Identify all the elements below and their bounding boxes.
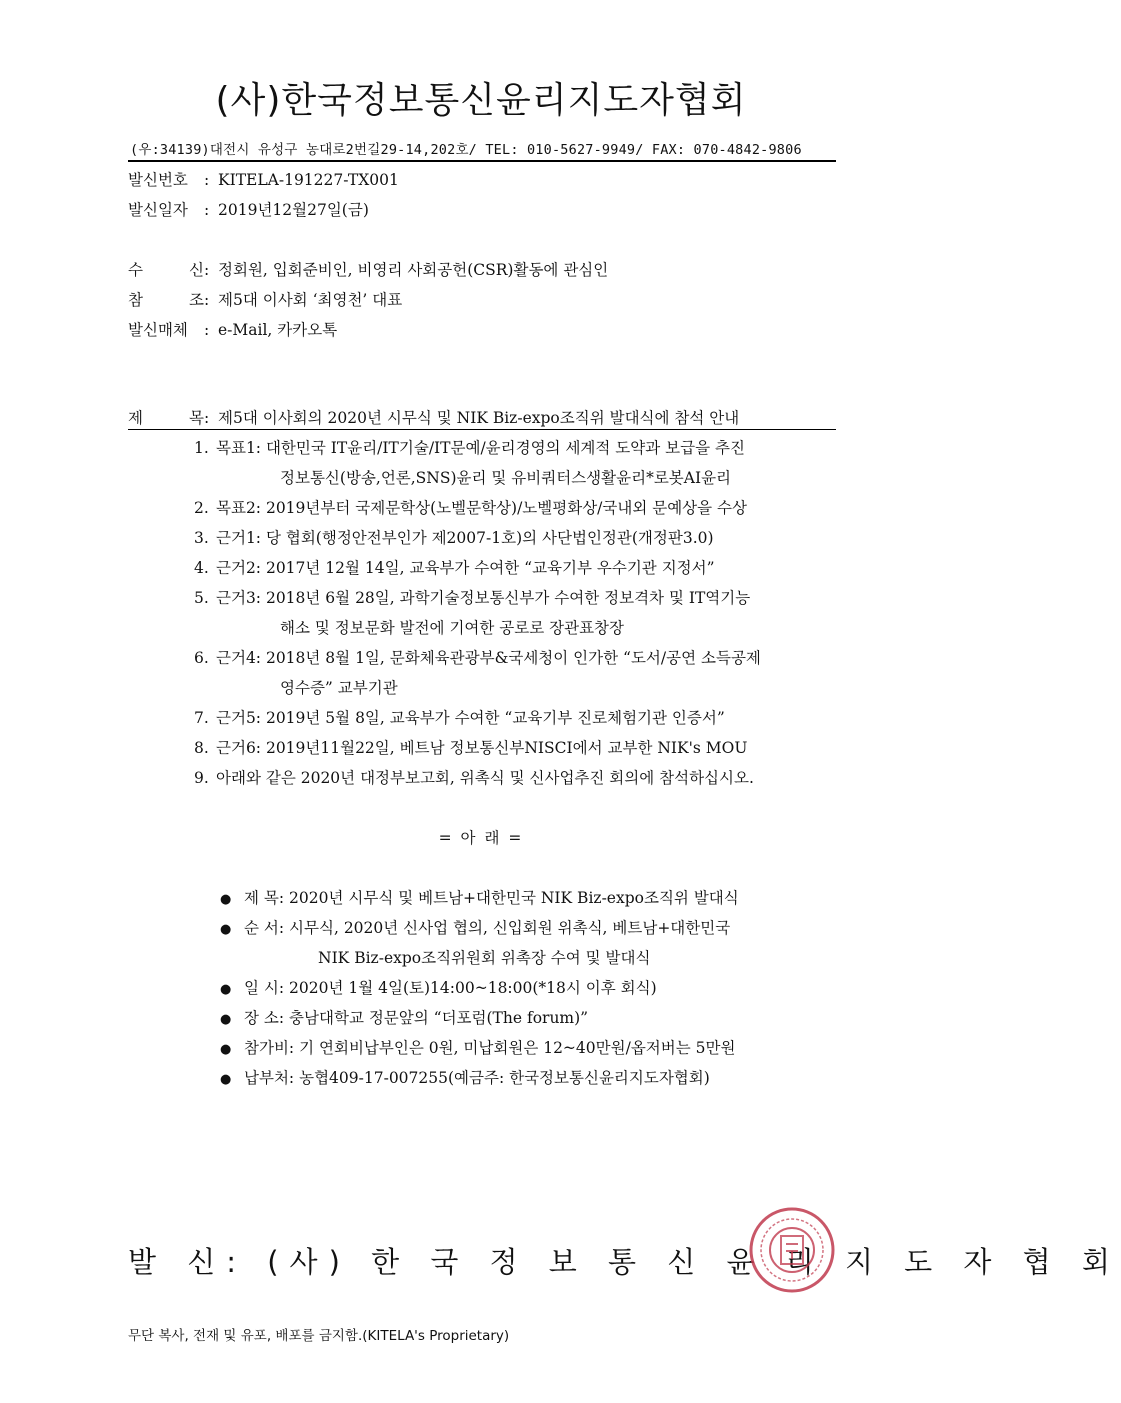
medium-row — [128, 318, 337, 340]
item-number: 9. — [194, 769, 209, 787]
bullet-icon: ● — [220, 1072, 232, 1087]
detail-item — [220, 976, 657, 998]
page-title: (사)한국정보통신윤리지도자협회 — [215, 80, 747, 121]
detail-continuation: NIK Biz-expo조직위원회 위촉장 수여 및 발대식 — [318, 949, 651, 967]
detail-text: 기 연회비납부인은 0원, 미납회원은 12~40만원/옵저버는 5만원 — [299, 1039, 736, 1057]
list-item — [194, 556, 715, 578]
item-text: 목표1: 대한민국 IT윤리/IT기술/IT문예/윤리경영의 세계적 도약과 보급을 추진 — [216, 439, 745, 457]
meta-separator: : — [204, 201, 210, 219]
item-text: 근거6: 2019년11월22일, 베트남 정보통신부NISCI에서 교부한 NIK's MOU — [216, 739, 748, 757]
medium-label: 발신매체 — [128, 321, 188, 339]
item-number: 8. — [194, 739, 209, 757]
doc-date: 2019년12월27일(금) — [218, 201, 369, 219]
detail-label: 순 서: — [244, 919, 285, 937]
list-item — [194, 736, 747, 758]
recipient-value: 정회원, 입회준비인, 비영리 사회공헌(CSR)활동에 관심인 — [218, 261, 609, 279]
meta-label: 발신번호 — [128, 171, 188, 189]
subject-separator: : — [204, 409, 210, 427]
recipient-separator: : — [204, 261, 210, 279]
list-item — [194, 706, 725, 728]
detail-text: 2020년 시무식 및 베트남+대한민국 NIK Biz-expo조직위 발대식 — [289, 889, 739, 907]
bullet-icon: ● — [220, 922, 232, 937]
meta-separator: : — [204, 171, 210, 189]
detail-text: 농협409-17-007255(예금주: 한국정보통신윤리지도자협회) — [299, 1069, 710, 1087]
item-continuation: 영수증” 교부기관 — [280, 679, 398, 697]
detail-text: 충남대학교 정문앞의 “더포럼(The forum)” — [289, 1009, 589, 1027]
detail-text: 시무식, 2020년 신사업 협의, 신입회원 위촉식, 베트남+대한민국 — [289, 919, 731, 937]
bullet-icon: ● — [220, 982, 232, 997]
detail-label: 참가비: — [244, 1039, 295, 1057]
detail-item — [220, 1066, 710, 1088]
item-number: 5. — [194, 589, 209, 607]
subject-label: 제 목 — [128, 409, 204, 427]
reference-label: 참 조 — [128, 291, 204, 309]
item-text: 아래와 같은 2020년 대정부보고회, 위촉식 및 신사업추진 회의에 참석하십시오. — [216, 769, 754, 787]
item-number: 7. — [194, 709, 209, 727]
reference-row — [128, 288, 402, 310]
detail-item — [220, 916, 730, 938]
list-item — [194, 646, 761, 668]
detail-label: 일 시: — [244, 979, 285, 997]
footer-note: 무단 복사, 전재 및 유포, 배포를 금지함.(KITELA's Proprietary) — [128, 1328, 510, 1344]
item-continuation: 해소 및 정보문화 발전에 기여한 공로로 장관표창장 — [280, 619, 624, 637]
recipient-row — [128, 258, 608, 280]
detail-label: 장 소: — [244, 1009, 285, 1027]
detail-item — [220, 886, 739, 908]
medium-value: e-Mail, 카카오톡 — [218, 321, 338, 339]
list-item — [194, 526, 714, 548]
list-item — [194, 586, 750, 608]
item-text: 근거5: 2019년 5월 8일, 교육부가 수여한 “교육기부 진로체험기관 인증서” — [216, 709, 725, 727]
sender-line: 발 신: (사) 한 국 정 보 통 신 윤 리 지 도 자 협 회 — [128, 1245, 1121, 1279]
list-item — [194, 436, 745, 458]
subject-underline — [128, 429, 836, 430]
list-item — [194, 766, 754, 788]
bullet-icon: ● — [220, 1012, 232, 1027]
meta-row-date — [128, 198, 369, 220]
medium-separator: : — [204, 321, 210, 339]
meta-row-number — [128, 168, 399, 190]
recipient-label: 수 신 — [128, 261, 204, 279]
bullet-icon: ● — [220, 1042, 232, 1057]
item-text: 목표2: 2019년부터 국제문학상(노벨문학상)/노벨평화상/국내외 문예상을 수상 — [216, 499, 747, 517]
item-text: 근거2: 2017년 12월 14일, 교육부가 수여한 “교육기부 우수기관 지정서” — [216, 559, 715, 577]
item-text: 근거1: 당 협회(행정안전부인가 제2007-1호)의 사단법인정관(개정판3.0) — [216, 529, 714, 547]
meta-label: 발신일자 — [128, 201, 188, 219]
detail-label: 제 목: — [244, 889, 285, 907]
item-text: 근거4: 2018년 8월 1일, 문화체육관광부&국세청이 인가한 “도서/공연 소득공제 — [216, 649, 761, 667]
address-line: (우:34139)대전시 유성구 농대로2번길29-14,202호/ TEL: 010-5627-9949/ FAX: 070-4842-9806 — [130, 142, 802, 158]
list-item — [194, 496, 747, 518]
item-number: 6. — [194, 649, 209, 667]
detail-label: 납부처: — [244, 1069, 295, 1087]
item-continuation: 정보통신(방송,언론,SNS)윤리 및 유비쿼터스생활윤리*로봇AI윤리 — [280, 469, 732, 487]
reference-value: 제5대 이사회 ‘최영천’ 대표 — [218, 291, 403, 309]
subject-row — [128, 406, 739, 428]
item-number: 4. — [194, 559, 209, 577]
header-divider — [128, 160, 836, 162]
item-number: 1. — [194, 439, 209, 457]
bullet-icon: ● — [220, 892, 232, 907]
detail-item — [220, 1036, 735, 1058]
item-number: 3. — [194, 529, 209, 547]
seal-stamp-icon — [748, 1206, 836, 1294]
item-text: 근거3: 2018년 6월 28일, 과학기술정보통신부가 수여한 정보격차 및 IT역기능 — [216, 589, 751, 607]
detail-text: 2020년 1월 4일(토)14:00~18:00(*18시 이후 회식) — [289, 979, 657, 997]
subject-value: 제5대 이사회의 2020년 시무식 및 NIK Biz-expo조직위 발대식에 참석 안내 — [218, 409, 740, 427]
item-number: 2. — [194, 499, 209, 517]
doc-number: KITELA-191227-TX001 — [218, 171, 399, 189]
detail-item — [220, 1006, 588, 1028]
reference-separator: : — [204, 291, 210, 309]
notice-heading: = 아 래 = — [438, 829, 524, 847]
